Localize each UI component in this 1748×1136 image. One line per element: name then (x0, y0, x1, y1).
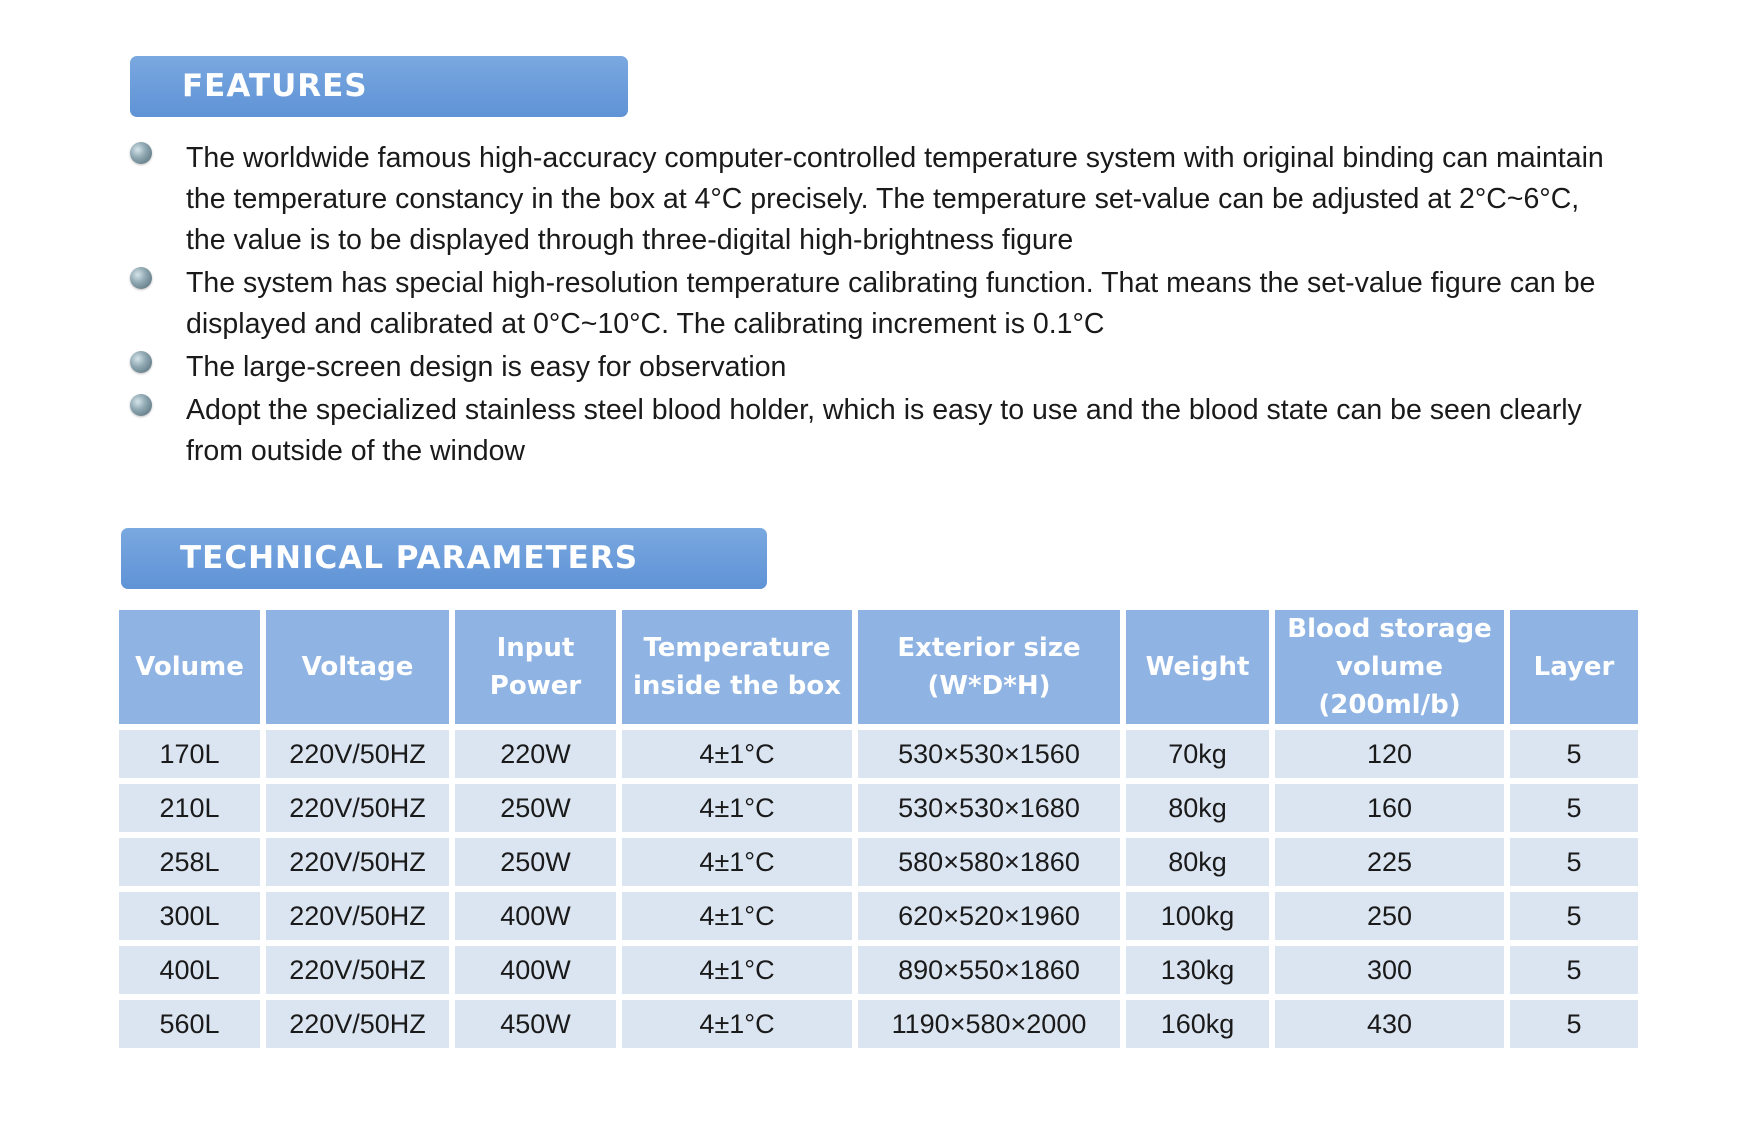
cell-exterior-size: 620×520×1960 (858, 892, 1120, 940)
cell-weight: 160kg (1126, 1000, 1269, 1048)
cell-temperature: 4±1°C (622, 892, 852, 940)
cell-blood-storage: 250 (1275, 892, 1504, 940)
column-header-weight: Weight (1126, 610, 1269, 724)
table-row (119, 892, 1638, 940)
cell-layer: 5 (1510, 838, 1638, 886)
cell-voltage: 220V/50HZ (266, 838, 449, 886)
cell-input-power: 450W (455, 1000, 616, 1048)
cell-weight: 80kg (1126, 838, 1269, 886)
cell-weight: 70kg (1126, 730, 1269, 778)
cell-input-power: 400W (455, 946, 616, 994)
cell-input-power: 400W (455, 892, 616, 940)
table-row (119, 946, 1638, 994)
technical-parameters-table (113, 604, 1644, 1054)
cell-blood-storage: 160 (1275, 784, 1504, 832)
sphere-bullet-icon (130, 351, 152, 373)
cell-exterior-size: 530×530×1680 (858, 784, 1120, 832)
cell-exterior-size: 890×550×1860 (858, 946, 1120, 994)
features-list (130, 138, 1610, 474)
cell-volume: 258L (119, 838, 260, 886)
cell-layer: 5 (1510, 1000, 1638, 1048)
cell-voltage: 220V/50HZ (266, 892, 449, 940)
cell-layer: 5 (1510, 784, 1638, 832)
cell-input-power: 250W (455, 838, 616, 886)
cell-volume: 400L (119, 946, 260, 994)
feature-item (130, 138, 1610, 261)
column-header-blood-storage: Blood storage volume (200ml/b) (1275, 610, 1504, 724)
cell-layer: 5 (1510, 730, 1638, 778)
cell-blood-storage: 225 (1275, 838, 1504, 886)
cell-exterior-size: 580×580×1860 (858, 838, 1120, 886)
cell-temperature: 4±1°C (622, 1000, 852, 1048)
column-header-volume: Volume (119, 610, 260, 724)
cell-weight: 80kg (1126, 784, 1269, 832)
cell-voltage: 220V/50HZ (266, 946, 449, 994)
cell-weight: 100kg (1126, 892, 1269, 940)
column-header-voltage: Voltage (266, 610, 449, 724)
column-header-temperature: Temperature inside the box (622, 610, 852, 724)
cell-input-power: 220W (455, 730, 616, 778)
cell-temperature: 4±1°C (622, 730, 852, 778)
cell-exterior-size: 1190×580×2000 (858, 1000, 1120, 1048)
column-header-exterior-size: Exterior size (W*D*H) (858, 610, 1120, 724)
column-header-layer: Layer (1510, 610, 1638, 724)
cell-input-power: 250W (455, 784, 616, 832)
cell-volume: 560L (119, 1000, 260, 1048)
cell-blood-storage: 300 (1275, 946, 1504, 994)
sphere-bullet-icon (130, 142, 152, 164)
table-row (119, 784, 1638, 832)
cell-volume: 300L (119, 892, 260, 940)
feature-item (130, 263, 1610, 345)
sphere-bullet-icon (130, 394, 152, 416)
sphere-bullet-icon (130, 267, 152, 289)
cell-exterior-size: 530×530×1560 (858, 730, 1120, 778)
cell-blood-storage: 120 (1275, 730, 1504, 778)
cell-temperature: 4±1°C (622, 784, 852, 832)
table-row (119, 838, 1638, 886)
cell-temperature: 4±1°C (622, 838, 852, 886)
feature-text: The system has special high-resolution temperature calibrating function. That means the set-value figure can be displayed and calibrated at 0°C~10°C. The calibrating increment is 0.1°C (186, 267, 1596, 340)
feature-text: Adopt the specialized stainless steel blood holder, which is easy to use and the blood state can be seen clearly from outside of the window (186, 394, 1582, 467)
cell-weight: 130kg (1126, 946, 1269, 994)
table-row (119, 730, 1638, 778)
feature-item (130, 390, 1610, 472)
cell-layer: 5 (1510, 946, 1638, 994)
feature-text: The large-screen design is easy for observation (186, 351, 787, 383)
technical-parameters-heading: TECHNICAL PARAMETERS (121, 528, 767, 589)
cell-voltage: 220V/50HZ (266, 784, 449, 832)
table-row (119, 1000, 1638, 1048)
cell-voltage: 220V/50HZ (266, 730, 449, 778)
cell-layer: 5 (1510, 892, 1638, 940)
cell-voltage: 220V/50HZ (266, 1000, 449, 1048)
table-header-row (119, 610, 1638, 724)
cell-blood-storage: 430 (1275, 1000, 1504, 1048)
column-header-input-power: Input Power (455, 610, 616, 724)
feature-item (130, 347, 1610, 388)
cell-temperature: 4±1°C (622, 946, 852, 994)
cell-volume: 210L (119, 784, 260, 832)
features-heading: FEATURES (130, 56, 628, 117)
cell-volume: 170L (119, 730, 260, 778)
feature-text: The worldwide famous high-accuracy computer-controlled temperature system with original binding can maintain the temperature constancy in the box at 4°C precisely. The temperature set-value can be adjusted at 2°C~6°C, the value is to be displayed through three-digital high-brightness figure (186, 142, 1604, 256)
